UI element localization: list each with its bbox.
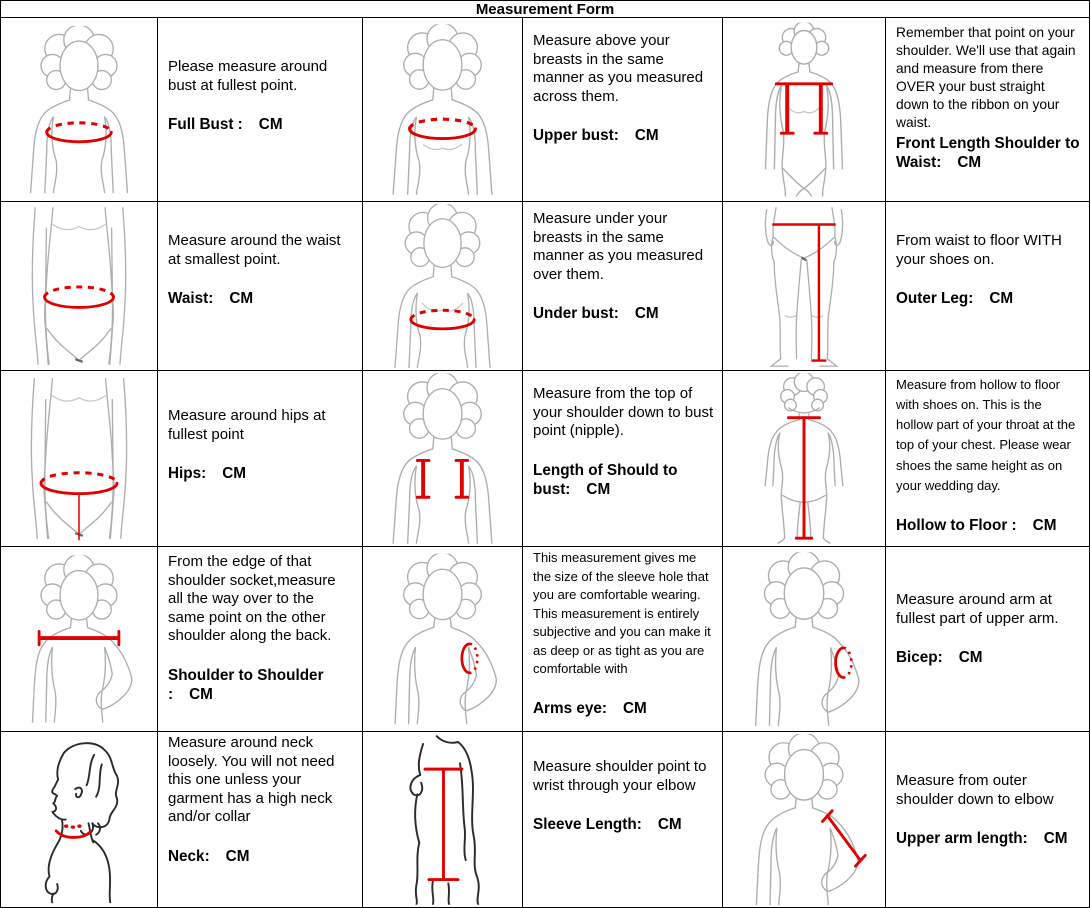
- instruction-text: Measure around neck loosely. You will not need this one unless your garment has a high neck and/or collar: [168, 734, 335, 826]
- figure-cell: [363, 202, 523, 371]
- arms-eye-figure: [365, 549, 520, 729]
- measure-label: Arms eye: CM: [533, 700, 647, 718]
- instruction-text: Measure around arm at fullest part of upper arm.: [896, 591, 1059, 627]
- instruction-cell-outer-leg: [886, 202, 1089, 371]
- instruction-cell-shoulder-to-bust: [523, 371, 723, 547]
- measure-label: Length of Should to bust: CM: [533, 461, 678, 498]
- figure-cell: [723, 371, 886, 547]
- figure-cell: [363, 547, 523, 732]
- instruction-text: Measure around the waist at smallest point.: [168, 232, 341, 268]
- figure-cell: [723, 547, 886, 732]
- figure-cell: [363, 371, 523, 547]
- instruction-cell-upper-arm-length: [886, 732, 1089, 907]
- measure-label: Front Length Shoulder to Waist: CM: [896, 134, 1080, 171]
- instruction-cell-waist: [158, 202, 363, 371]
- instruction-text: Measure above your breasts in the same manner as you measured across them.: [533, 32, 704, 105]
- upper-arm-length-figure: [725, 734, 883, 905]
- instruction-cell-full-bust: [158, 18, 363, 202]
- sleeve-length-figure: [365, 734, 520, 905]
- instruction-text: Remember that point on your shoulder. We'll use that again and measure from there OVER your bust straight down to the ribbon on your waist.: [896, 25, 1076, 130]
- neck-figure: [3, 734, 155, 905]
- page-title: Measurement Form: [1, 1, 1089, 18]
- measure-label: Hollow to Floor : CM: [896, 516, 1057, 534]
- figure-cell: [1, 18, 158, 202]
- figure-cell: [1, 732, 158, 907]
- measure-label: Shoulder to Shoulder : CM: [168, 666, 324, 704]
- figure-cell: [723, 18, 886, 202]
- figure-cell: [1, 547, 158, 732]
- measure-label: Waist: CM: [168, 290, 254, 308]
- instruction-cell-arms-eye: [523, 547, 723, 732]
- instruction-text: From waist to floor WITH your shoes on.: [896, 232, 1062, 268]
- hollow-to-floor-figure: [725, 373, 883, 544]
- figure-cell: [1, 371, 158, 547]
- instruction-cell-sleeve-length: [523, 732, 723, 907]
- hips-figure: [3, 373, 155, 544]
- instruction-cell-neck: [158, 732, 363, 907]
- instruction-text: Measure around hips at fullest point: [168, 407, 326, 443]
- measure-label: Hips: CM: [168, 465, 247, 483]
- shoulder-to-bust-figure: [365, 373, 520, 544]
- instruction-text: Measure from the top of your shoulder down to bust point (nipple).: [533, 385, 714, 440]
- instruction-cell-upper-bust: [523, 18, 723, 202]
- measure-label: Outer Leg: CM: [896, 290, 1014, 308]
- measure-label: Neck: CM: [168, 847, 250, 865]
- measure-label: Bicep: CM: [896, 649, 983, 667]
- instruction-cell-hollow-to-floor: [886, 371, 1089, 547]
- instruction-text: Please measure around bust at fullest point.: [168, 58, 328, 94]
- outer-leg-figure: [725, 204, 883, 368]
- front-length-figure: [725, 20, 883, 199]
- instruction-cell-hips: [158, 371, 363, 547]
- instruction-cell-bicep: [886, 547, 1089, 732]
- measure-label: Upper bust: CM: [533, 127, 659, 145]
- instruction-text: This measurement gives me the size of the sleeve hole that you are comfortable wearing. This measurement is entirely subjective and you can make it as deep or as tight as you are comfortable with: [533, 550, 711, 677]
- bicep-figure: [725, 549, 883, 729]
- waist-figure: [3, 204, 155, 368]
- under-bust-figure: [365, 204, 520, 368]
- figure-cell: [1, 202, 158, 371]
- instruction-cell-front-length: [886, 18, 1089, 202]
- measure-label: Full Bust : CM: [168, 116, 283, 134]
- shoulder-to-shoulder-figure: [3, 549, 155, 729]
- upper-bust-figure: [365, 20, 520, 199]
- figure-cell: [363, 18, 523, 202]
- measure-label: Under bust: CM: [533, 305, 659, 323]
- instruction-cell-shoulder-to-shoulder: [158, 547, 363, 732]
- instruction-text: Measure under your breasts in the same manner as you measured over them.: [533, 210, 704, 283]
- instruction-text: From the edge of that shoulder socket,measure all the way over to the same point on the other shoulder along the back.: [168, 553, 336, 645]
- instruction-text: Measure from hollow to floor with shoes on. This is the hollow part of your throat at the top of your chest. Please wear shoes the same height as on your wedding day.: [896, 377, 1076, 493]
- instruction-cell-under-bust: [523, 202, 723, 371]
- full-bust-figure: [3, 20, 155, 199]
- figure-cell: [723, 732, 886, 907]
- measure-label: Sleeve Length: CM: [533, 816, 682, 834]
- instruction-text: Measure from outer shoulder down to elbow: [896, 772, 1054, 808]
- measure-label: Upper arm length: CM: [896, 830, 1068, 848]
- figure-cell: [363, 732, 523, 907]
- instruction-text: Measure shoulder point to wrist through your elbow: [533, 758, 707, 794]
- figure-cell: [723, 202, 886, 371]
